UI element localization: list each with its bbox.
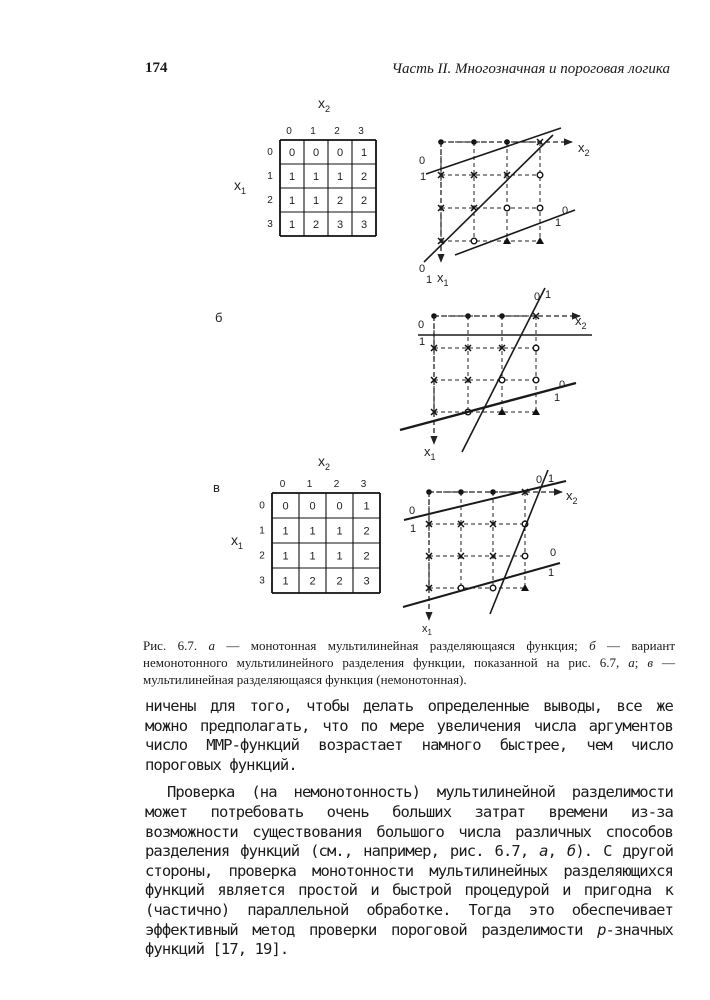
table-v-cell: 2 bbox=[363, 550, 370, 563]
table-v-cell: 0 bbox=[309, 500, 316, 513]
table-v-col-header: 0 bbox=[279, 479, 286, 490]
table-a-col-header: 1 bbox=[310, 126, 316, 137]
table-a bbox=[234, 95, 376, 236]
table-v-col-header: 3 bbox=[360, 479, 367, 490]
table-a-cell: 1 bbox=[288, 171, 296, 183]
diagram-b-point-2 bbox=[533, 345, 539, 351]
line-label: 0 bbox=[559, 379, 566, 391]
diagram-a-point-2 bbox=[471, 238, 477, 244]
line-label: 1 bbox=[545, 289, 552, 301]
table-a-col-header: 2 bbox=[334, 126, 340, 137]
diagram-b-point-2 bbox=[533, 377, 539, 383]
line-label: 1 bbox=[426, 274, 433, 286]
table-v-cell: 1 bbox=[336, 525, 343, 538]
table-a-cell: 1 bbox=[336, 171, 344, 183]
table-a-cell: 2 bbox=[360, 195, 368, 207]
table-v-cell: 2 bbox=[336, 575, 343, 588]
line-label: 1 bbox=[554, 392, 561, 404]
table-v-cell: 0 bbox=[336, 500, 343, 513]
table-a-cell: 1 bbox=[312, 171, 320, 183]
table-a-cell: 3 bbox=[336, 219, 344, 231]
line-label: 0 bbox=[534, 291, 541, 303]
diagram-a bbox=[419, 128, 590, 288]
table-a-col-header: 0 bbox=[286, 126, 292, 137]
table-v-cell: 1 bbox=[282, 550, 289, 563]
table-a-axis-x1: $x_1$ bbox=[234, 177, 247, 196]
diagram-b bbox=[400, 288, 592, 462]
table-v-cell: 1 bbox=[309, 525, 316, 538]
table-a-row-header: 1 bbox=[267, 171, 273, 182]
table-v-row-header: 3 bbox=[259, 575, 265, 587]
diagram-v-point-2 bbox=[522, 553, 528, 559]
table-v bbox=[231, 453, 380, 593]
running-title: Часть II. Многозначная и пороговая логика bbox=[391, 61, 670, 77]
diagram-a-x1-label: $x_1$ bbox=[437, 270, 449, 288]
separating-line bbox=[400, 383, 576, 430]
table-a-cell: 2 bbox=[360, 171, 368, 183]
separating-line bbox=[426, 128, 561, 174]
table-v-cell: 2 bbox=[309, 575, 316, 588]
panel-label-b: б bbox=[215, 310, 223, 325]
diagram-a-point-2 bbox=[537, 205, 543, 211]
table-v-cell: 0 bbox=[282, 500, 289, 513]
line-label: 0 bbox=[550, 547, 557, 559]
table-v-cell: 1 bbox=[282, 575, 289, 588]
diagram-v-x2-label: $x_2$ bbox=[566, 488, 578, 506]
table-a-cell: 0 bbox=[312, 147, 320, 159]
body-text bbox=[145, 697, 673, 960]
separating-line bbox=[462, 288, 545, 452]
diagram-v bbox=[403, 470, 578, 637]
diagram-a-point-2 bbox=[537, 172, 543, 178]
table-a-row-header: 3 bbox=[267, 219, 273, 230]
table-a-cell: 1 bbox=[288, 195, 296, 207]
diagram-a-x2-label: $x_2$ bbox=[578, 140, 590, 158]
line-label: 1 bbox=[420, 171, 427, 183]
table-v-row-header: 0 bbox=[259, 500, 265, 512]
table-v-col-header: 1 bbox=[306, 479, 313, 490]
table-a-cell: 1 bbox=[312, 195, 320, 207]
line-label: 0 bbox=[419, 263, 426, 275]
line-label: 0 bbox=[418, 319, 425, 331]
table-a-cell: 2 bbox=[336, 195, 344, 207]
line-label: 1 bbox=[548, 473, 555, 485]
diagram-v-point-2 bbox=[490, 585, 496, 591]
figure-caption: Рис. 6.7. а — монотонная мультилинейная разделяющаяся функция; б — вариант немонотонного мультилинейного разделения функции, показанной на рис. 6.7, а; в — мультилинейная разделяющаяся функция (немонотонная). bbox=[143, 638, 676, 687]
paragraph: ничены для того, чтобы делать определенные выводы, все же можно предполагать, что по мере увеличения числа аргументов число ММР-функций возрастает намного быстрее, чем число пороговых функций. bbox=[145, 697, 673, 774]
table-a-col-header: 3 bbox=[358, 126, 364, 137]
table-a-cell: 0 bbox=[336, 147, 344, 159]
table-a-axis-x2: $x_2$ bbox=[318, 95, 331, 114]
table-a-cell: 0 bbox=[288, 147, 296, 159]
line-label: 1 bbox=[548, 567, 555, 579]
table-v-cell: 1 bbox=[282, 525, 289, 538]
line-label: 1 bbox=[555, 217, 562, 229]
table-v-row-header: 2 bbox=[259, 550, 265, 562]
line-label: 1 bbox=[410, 523, 417, 535]
line-label: 0 bbox=[562, 205, 569, 217]
line-label: 1 bbox=[419, 336, 426, 348]
line-label: 0 bbox=[409, 505, 416, 517]
paragraph: Проверка (на немонотонность) мультилинейной разделимости может потребовать очень больших затрат времени из-за возможности существования большого числа различных способов разделения функций (см., например, рис. 6.7, а, б). С другой стороны, проверка монотонности мультилинейных разделяющихся функций является простой и быстрой процедурой и пригодна к (частично) параллельной обработке. Тогда это обеспечивает эффективный метод проверки пороговой разделимости p-значных функций [17, 19]. bbox=[145, 783, 673, 959]
table-a-cell: 2 bbox=[312, 219, 320, 231]
table-v-cell: 1 bbox=[309, 550, 316, 563]
panel-label-v: в bbox=[213, 480, 220, 495]
diagram-a-point-3 bbox=[536, 237, 544, 244]
table-a-row-header: 2 bbox=[267, 195, 273, 206]
table-a-cell: 1 bbox=[360, 147, 368, 159]
table-a-cell: 1 bbox=[288, 219, 296, 231]
table-v-col-header: 2 bbox=[333, 479, 340, 490]
line-label: 0 bbox=[419, 155, 426, 167]
line-label: 0 bbox=[536, 474, 543, 486]
diagram-b-x2-label: $x_2$ bbox=[575, 313, 587, 331]
table-a-cell: 3 bbox=[360, 219, 368, 231]
table-v-cell: 1 bbox=[363, 500, 370, 513]
table-a-row-header: 0 bbox=[267, 147, 273, 158]
table-v-axis-x1: $x_1$ bbox=[231, 532, 244, 551]
table-v-row-header: 1 bbox=[259, 525, 265, 537]
page-number: 174 bbox=[145, 60, 168, 76]
table-v-cell: 1 bbox=[336, 550, 343, 563]
diagram-b-x1-label: $x_1$ bbox=[424, 444, 436, 462]
table-v-cell: 3 bbox=[363, 575, 370, 588]
diagram-a-point-2 bbox=[504, 205, 510, 211]
table-v-axis-x2: $x_2$ bbox=[318, 453, 331, 472]
diagram-v-x1-label: $x_1$ bbox=[422, 623, 432, 637]
table-v-cell: 2 bbox=[363, 525, 370, 538]
